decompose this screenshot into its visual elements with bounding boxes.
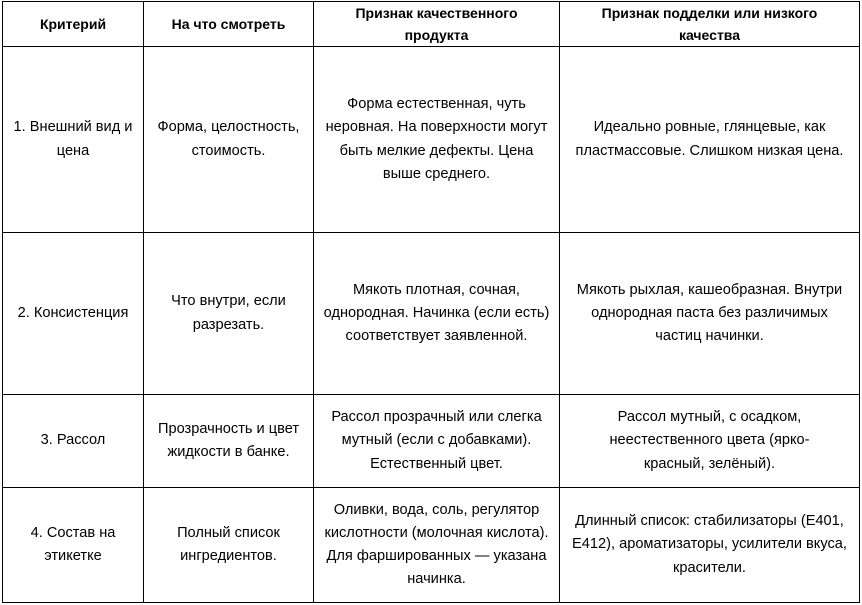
header-fake-sign: Признак подделки или низкого качества — [560, 2, 860, 47]
cell-quality-sign: Форма естественная, чуть неровная. На поверхности могут быть мелкие дефекты. Цена выше среднего. — [314, 47, 560, 233]
cell-quality-sign: Оливки, вода, соль, регулятор кислотности (молочная кислота). Для фаршированных — указана начинка. — [314, 488, 560, 603]
cell-criterion: 3. Рассол — [3, 395, 144, 488]
cell-fake-sign: Длинный список: стабилизаторы (E401, E412), ароматизаторы, усилители вкуса, красители. — [560, 488, 860, 603]
cell-quality-sign: Рассол прозрачный или слегка мутный (если с добавками). Естественный цвет. — [314, 395, 560, 488]
cell-what-to-check: Форма, целостность, стоимость. — [144, 47, 314, 233]
cell-criterion: 2. Консистенция — [3, 233, 144, 395]
table-header-row — [3, 2, 860, 47]
table-row — [3, 233, 860, 395]
cell-what-to-check: Прозрачность и цвет жидкости в банке. — [144, 395, 314, 488]
table-row — [3, 395, 860, 488]
cell-criterion: 4. Состав на этикетке — [3, 488, 144, 603]
cell-fake-sign: Идеально ровные, глянцевые, как пластмассовые. Слишком низкая цена. — [560, 47, 860, 233]
cell-fake-sign: Мякоть рыхлая, кашеобразная. Внутри однородная паста без различимых частиц начинки. — [560, 233, 860, 395]
cell-criterion: 1. Внешний вид и цена — [3, 47, 144, 233]
header-criterion: Критерий — [3, 2, 144, 47]
table-row — [3, 488, 860, 603]
cell-quality-sign: Мякоть плотная, сочная, однородная. Начинка (если есть) соответствует заявленной. — [314, 233, 560, 395]
cell-what-to-check: Полный список ингредиентов. — [144, 488, 314, 603]
header-quality-sign: Признак качественного продукта — [314, 2, 560, 47]
table-row — [3, 47, 860, 233]
cell-fake-sign: Рассол мутный, с осадком, неестественного цвета (ярко-красный, зелёный). — [560, 395, 860, 488]
header-what-to-check: На что смотреть — [144, 2, 314, 47]
olive-quality-table — [2, 1, 860, 603]
cell-what-to-check: Что внутри, если разрезать. — [144, 233, 314, 395]
